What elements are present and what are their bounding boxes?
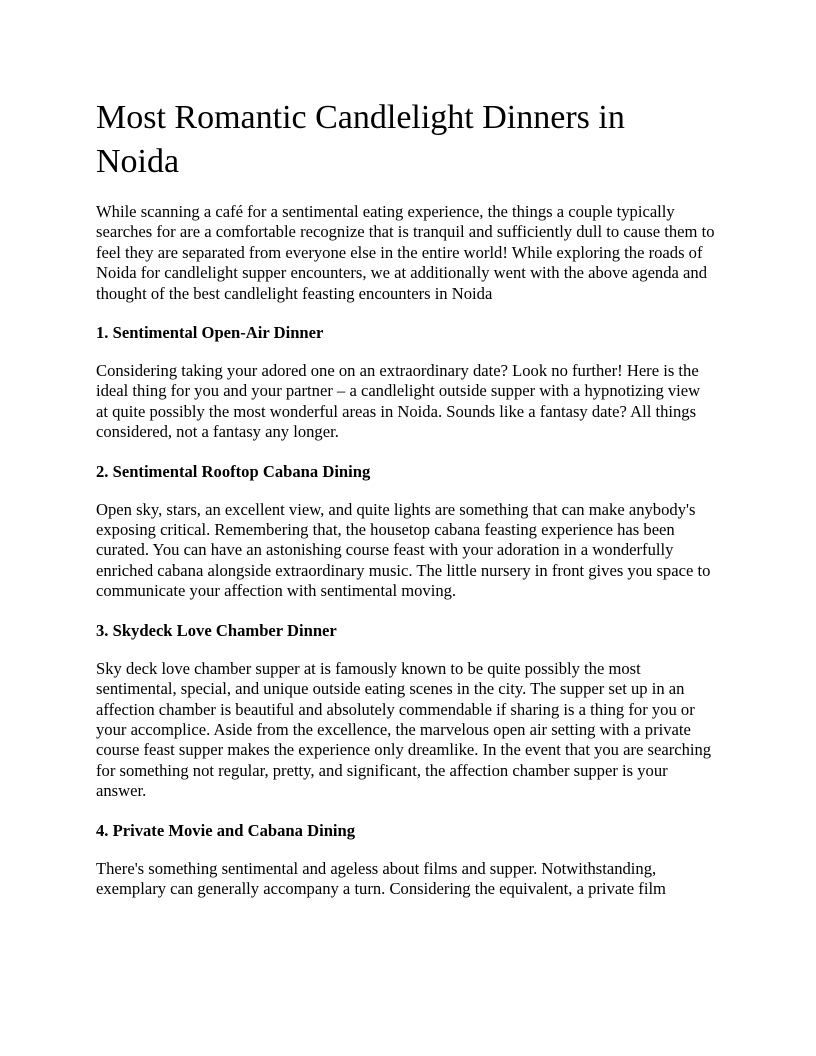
- page-title: Most Romantic Candlelight Dinners in Noida: [96, 99, 625, 180]
- section-heading-1: 1. Sentimental Open-Air Dinner: [96, 323, 324, 343]
- section-heading-2: 2. Sentimental Rooftop Cabana Dining: [96, 461, 371, 481]
- document-page: [96, 96, 716, 917]
- section-heading-4: 4. Private Movie and Cabana Dining: [96, 820, 356, 840]
- section-body-3: Sky deck love chamber supper at is famously known to be quite possibly the most sentimental, special, and unique outside eating scenes in the city. The supper set up in an affection chamber is beautiful and absolutely commendable if sharing is a thing for you or your accomplice. Aside from the excellence, the marvelous open air setting with a private course feast supper makes the experience only dreamlike. In the event that you are searching for something not regular, pretty, and significant, the affection chamber supper is your answer.: [96, 658, 712, 801]
- section-body-2: Open sky, stars, an excellent view, and quite lights are something that can make anybody's exposing critical. Remembering that, the housetop cabana feasting experience has been curated. You can have an astonishing course feast with your adoration in a wonderfully enriched cabana alongside extraordinary music. The little nursery in front gives you space to communicate your affection with sentimental moving.: [96, 499, 711, 601]
- intro-paragraph: While scanning a café for a sentimental eating experience, the things a couple typically searches for are a comfortable recognize that is tranquil and sufficiently dull to cause them to feel they are separated from everyone else in the entire world! While exploring the roads of Noida for candlelight supper encounters, we at additionally went with the above agenda and thought of the best candlelight feasting encounters in Noida: [96, 202, 715, 303]
- section-body-1: Considering taking your adored one on an extraordinary date? Look no further! Here is the ideal thing for you and your partner – a candlelight outside supper with a hypnotizing view at quite possibly the most wonderful areas in Noida. Sounds like a fantasy date? All things considered, not a fantasy any longer.: [96, 361, 701, 442]
- section-heading-3: 3. Skydeck Love Chamber Dinner: [96, 620, 337, 640]
- section-body-4: There's something sentimental and ageless about films and supper. Notwithstanding, exemplary can generally accompany a turn. Considering the equivalent, a private film: [96, 858, 666, 898]
